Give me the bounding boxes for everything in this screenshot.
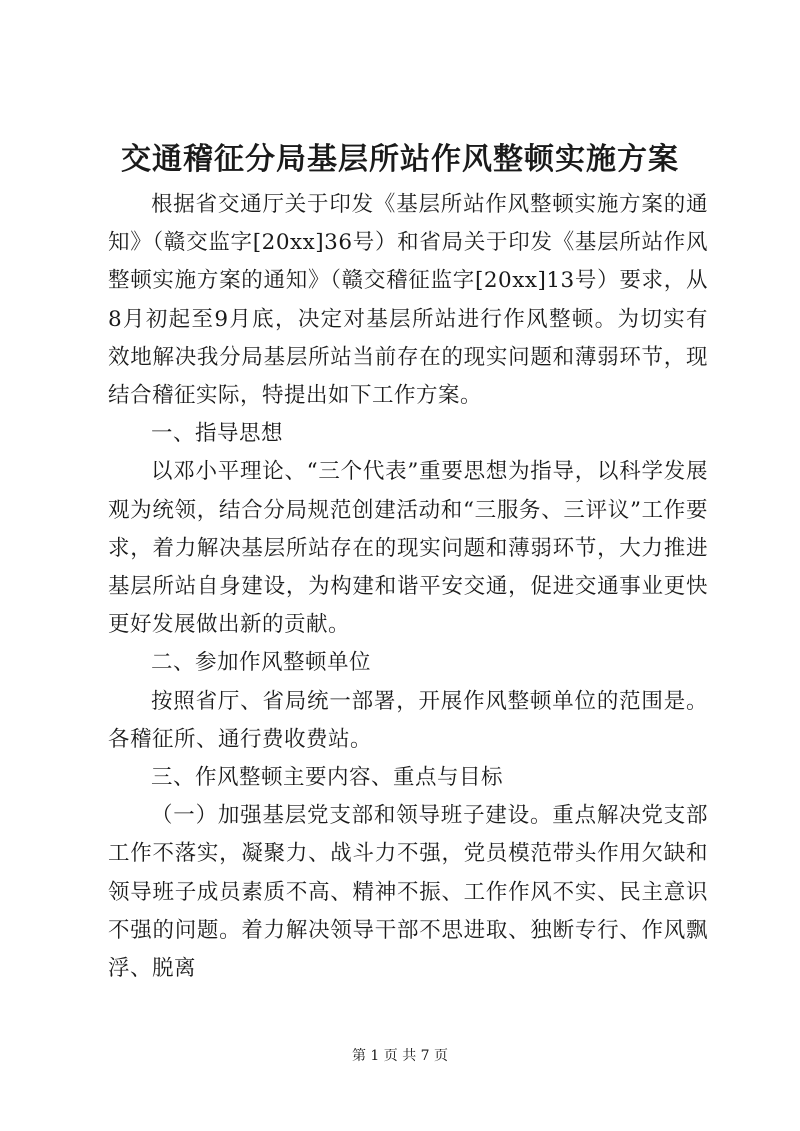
- document-title: 交通稽征分局基层所站作风整顿实施方案: [121, 142, 679, 177]
- paragraph-participating-units: 按照省厅、省局统一部署，开展作风整顿单位的范围是。各稽征所、通行费收费站。: [108, 688, 708, 752]
- document-body: [108, 186, 708, 988]
- heading-guiding-thought: 一、指导思想: [151, 421, 284, 447]
- paragraph-guiding-thought: 以邓小平理论、“三个代表”重要思想为指导，以科学发展观为统领，结合分局规范创建活动和“三服务、三评议”工作要求，着力解决基层所站存在的现实问题和薄弱环节，大力推进基层所站自身建设，为构建和谐平安交通，促进交通事业更快更好发展做出新的贡献。: [108, 459, 708, 638]
- paragraph-party-branch: （一）加强基层党支部和领导班子建设。重点解决党支部工作不落实，凝聚力、战斗力不强，党员模范带头作用欠缺和领导班子成员素质不高、精神不振、工作作风不实、民主意识不强的问题。着力解决领导干部不思进取、独断专行、作风飘浮、脱离: [108, 803, 708, 982]
- heading-participating-units: 二、参加作风整顿单位: [151, 650, 372, 676]
- heading-main-content: 三、作风整顿主要内容、重点与目标: [151, 765, 504, 791]
- page-number: 第 1 页 共 7 页: [351, 1048, 449, 1064]
- paragraph-intro: 根据省交通厅关于印发《基层所站作风整顿实施方案的通知》（赣交监字[20xx]36号）和省局关于印发《基层所站作风整顿实施方案的通知》（赣交稽征监字[20xx]13号）要求，从8月初起至9月底，决定对基层所站进行作风整顿。为切实有效地解决我分局基层所站当前存在的现实问题和薄弱环节，现结合稽征实际，特提出如下工作方案。: [108, 192, 708, 409]
